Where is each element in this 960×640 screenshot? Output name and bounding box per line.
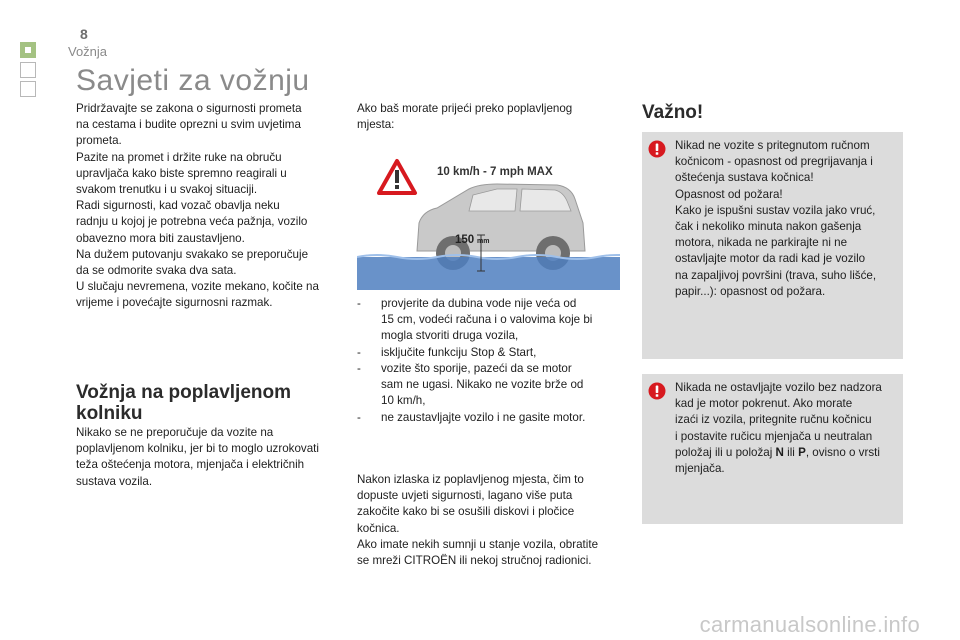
flooded-road-illustration <box>357 153 620 290</box>
list-item: - provjerite da dubina vode nije veća od 15 cm, vodeći računa i o valovima koje bi mogla stvoriti druga vozila, <box>357 297 593 343</box>
important-heading: Važno! <box>642 102 704 123</box>
warning-exclamation-icon <box>648 382 666 400</box>
list-item: - vozite što sporije, pazeći da se motor sam ne ugasi. Nikako ne vozite brže od 10 km/h, <box>357 362 584 408</box>
driving-advice-text: Pridržavajte se zakona o sigurnosti prometa na cestama i budite oprezni u svim uvjetima prometa. Pazite na promet i držite ruke na obruču upravljača kako biste spremno reagirali u svakom trenutku i u svakoj situaciji. Radi sigurnosti, kad vozač obavlja neku radnju u kojoj je potrebna veća pažnja, vozilo obavezno mora biti zaustavljeno. Na dužem putovanju svakako se preporučuje da se odmorite svaka dva sata. U slučaju nevremena, vozite mekano, kočite na vrijeme i povećajte sigurnosni razmak. <box>76 102 319 310</box>
page-number: 8 <box>80 26 88 42</box>
water-level <box>357 257 620 290</box>
section-name: Vožnja <box>68 44 108 59</box>
list-item: - isključite funkciju Stop & Start, <box>357 346 537 359</box>
watermark: carmanualsonline.info <box>699 612 920 637</box>
warning-box-unattended <box>642 374 903 524</box>
flooded-intro-text: Ako baš morate prijeći preko poplavljenog mjesta: <box>357 102 573 132</box>
chapter-tab[interactable] <box>20 81 36 97</box>
warning-text: Nikad ne vozite s pritegnutom ručnom kočnicom - opasnost od pregrijavanja i oštećenja sustava kočnica! Opasnost od požara! Kako je ispušni sustav vozila jako vruć, čak i nekoliko minuta nakon gašenja motora, nikada ne parkirajte ni ne ostavljajte motor da radi kad je vozilo na zapaljivoj površini (trava, suho lišće, papir...): opasnost od požara. <box>675 139 877 298</box>
after-flood-text: Nakon izlaska iz poplavljenog mjesta, čim to dopuste uvjeti sigurnosti, lagano više puta zakočite kako bi se osušili diskovi i pločice kočnica. Ako imate nekih sumnji u stanje vozila, obratite se mreži CITROËN ili nekoj stručnoj radionici. <box>357 473 599 568</box>
depth-unit: mm <box>477 238 490 245</box>
warning-box-handbrake <box>642 132 903 359</box>
chapter-tab[interactable] <box>20 62 36 78</box>
page-title: Savjeti za vožnju <box>76 64 310 97</box>
flooded-road-text: Nikako se ne preporučuje da vozite na poplavljenom kolniku, jer bi to moglo uzrokovati teža oštećenja motora, mjenjača i električnih sustava vozila. <box>76 426 319 488</box>
flooded-road-heading: Vožnja na poplavljenom kolniku <box>76 382 292 424</box>
list-item: - ne zaustavljajte vozilo i ne gasite motor. <box>357 411 586 424</box>
chapter-tab-active[interactable] <box>20 42 36 58</box>
warning-exclamation-icon <box>648 140 666 158</box>
depth-value: 150 <box>455 234 475 246</box>
speed-limit-label: 10 km/h - 7 mph MAX <box>437 166 553 178</box>
warning-text: Nikada ne ostavljajte vozilo bez nadzora kad je motor pokrenut. Ako morate izaći iz vozila, pritegnite ručnu kočnicu i postavite ručicu mjenjača u neutralan položaj ili u položaj N ili P, ovisno o vrsti mjenjača. <box>675 381 882 476</box>
